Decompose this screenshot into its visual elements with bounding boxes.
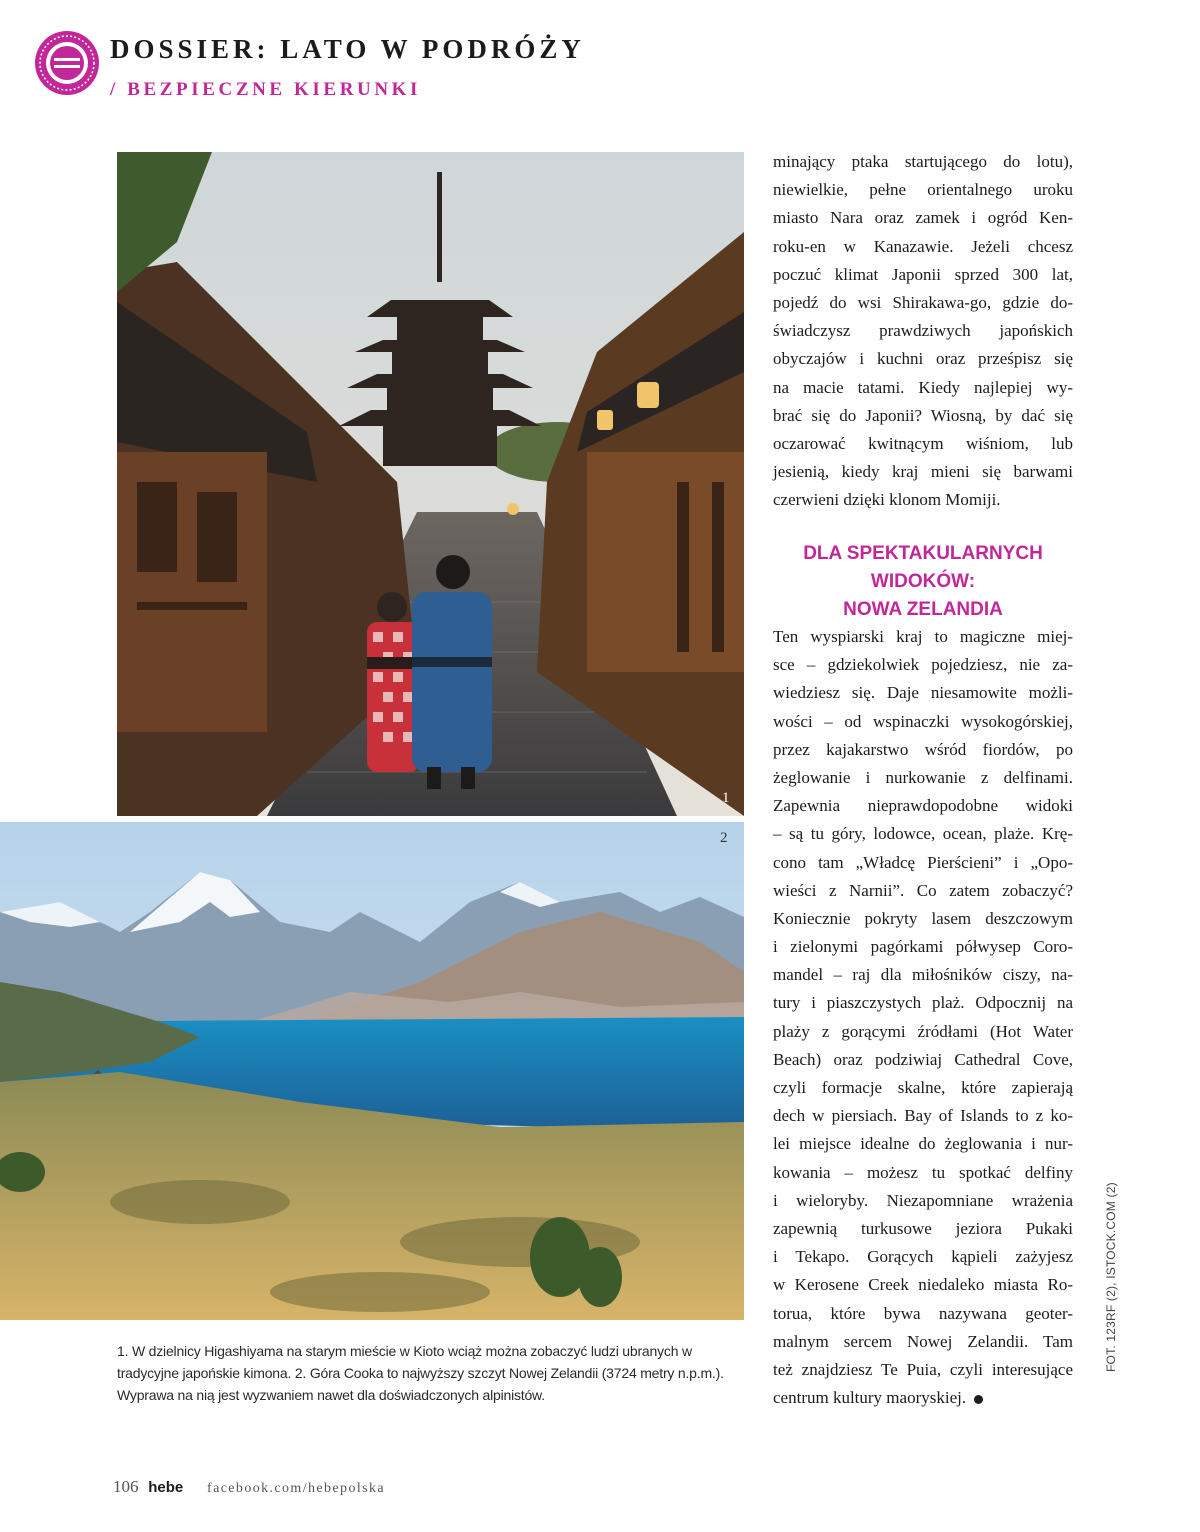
article-column-top <box>773 148 1073 514</box>
photo-caption: 1. W dzielnicy Higashiyama na starym mieście w Kioto wciąż można zobaczyć ludzi ubranych w tradycyjne japońskie kimona. 2. Góra Cooka to najwyższy szczyt Nowej Zelandii (3724 metry n.p.m.). Wyprawa na nią jest wyzwaniem nawet dla doświadczonych alpinistów. <box>117 1343 724 1403</box>
text-line: minający ptaka startującego do lotu), <box>773 152 1073 171</box>
text-line: żeglowanie i nurkowanie z delfinami. <box>773 767 1073 787</box>
section-heading-line: DLA SPEKTAKULARNYCH <box>803 543 1043 564</box>
text-line: – są tu góry, lodowce, ocean, plaże. Krę- <box>773 824 1073 844</box>
text-line: Zapewnia nieprawdopodobne widoki <box>773 796 1073 816</box>
text-line: wości – od wspinaczki wysokogórskiej, <box>773 711 1073 731</box>
text-line: na macie tatami. Kiedy najlepiej wy- <box>773 377 1073 397</box>
text-line: dech w piersiach. Bay of Islands to z ko- <box>773 1106 1073 1126</box>
page-number: 106 <box>113 1477 139 1496</box>
text-line: niewielkie, pełne orientalnego uroku <box>773 180 1073 200</box>
page-footer <box>113 1477 385 1497</box>
footer-brand: hebe <box>148 1479 184 1496</box>
text-line: też znajdziesz Te Puia, czyli interesujące <box>773 1359 1073 1379</box>
text-line: i Tekapo. Gorących kąpieli zażyjesz <box>773 1247 1073 1267</box>
dossier-subtitle: / BEZPIECZNE KIERUNKI <box>110 79 422 100</box>
photo-1-number: 1 <box>722 790 730 806</box>
text-line: Koniecznie pokryty lasem deszczowym <box>773 908 1073 928</box>
text-line: oczarować kwitnącym wiśniom, lub <box>773 433 1073 453</box>
text-line: wieści z Narnii”. Co zatem zobaczyć? <box>773 880 1073 900</box>
text-line: i zielonymi pagórkami półwysep Coro- <box>773 937 1073 957</box>
text-line: zapewnią turkusowe jeziora Pukaki <box>773 1218 1073 1238</box>
text-line: świadczysz prawdziwych japońskich <box>773 321 1073 341</box>
text-line: tury i piaszczystych plaż. Odpocznij na <box>773 993 1073 1013</box>
section-heading-line: WIDOKÓW: <box>870 571 976 592</box>
section-heading <box>773 540 1073 624</box>
text-line-last <box>773 1384 1073 1412</box>
text-line: wiedziesz się. Daje niesamowite możli- <box>773 683 1073 703</box>
text-line: torua, które bywa nazywana geoter- <box>773 1303 1073 1323</box>
text-line: malnym sercem Nowej Zelandii. Tam <box>773 1331 1073 1351</box>
text-line: plaży z gorącymi źródłami (Hot Water <box>773 1021 1073 1041</box>
text-line: czerwieni dzięki klonom Momiji. <box>773 490 1001 510</box>
text-line: jesienią, kiedy kraj mieni się barwami <box>773 462 1073 482</box>
text-line: lei miejsce idealne do żeglowania i nur- <box>773 1134 1073 1154</box>
text-line: czyli formacje skalne, które zapierają <box>773 1078 1073 1097</box>
text-line: kowania – możesz tu spotkać delfiny <box>773 1162 1073 1182</box>
text-line: cono tam „Władcę Pierścieni” i „Opo- <box>773 852 1073 872</box>
text-line: miasto Nara oraz zamek i ogród Ken- <box>773 208 1073 228</box>
text-line: poczuć klimat Japonii sprzed 300 lat, <box>773 264 1073 284</box>
text-line: pojedź do wsi Shirakawa-go, gdzie do- <box>773 292 1073 312</box>
dossier-title: DOSSIER: LATO W PODRÓŻY <box>110 34 585 64</box>
text-line: i wieloryby. Niezapomniane wrażenia <box>773 1190 1073 1210</box>
text-line: obyczajów i kuchni oraz prześpisz się <box>773 349 1073 369</box>
article-column-bottom <box>773 623 1073 1412</box>
text-line: w Kerosene Creek niedaleko miasta Ro- <box>773 1275 1073 1295</box>
end-bullet-icon <box>974 1395 983 1404</box>
text-line: brać się do Japonii? Wiosną, by dać się <box>773 405 1073 425</box>
text-line: przez kajakarstwo wśród fiordów, po <box>773 739 1073 759</box>
kyoto-higashiyama-street-photo <box>117 152 744 816</box>
photo-2-number: 2 <box>720 830 728 846</box>
text-line: mandel – raj dla miłośników ciszy, na- <box>773 965 1073 985</box>
photo-credit: FOT. 123RF (2), ISTOCK.COM (2) <box>1104 1182 1118 1372</box>
text-line: sce – gdziekolwiek pojedziesz, nie za- <box>773 655 1073 675</box>
facebook-link[interactable]: facebook.com/hebepolska <box>207 1481 385 1496</box>
hebe-stamp-logo-icon <box>34 30 100 96</box>
text-line-last-content: centrum kultury maoryskiej. <box>773 1388 967 1408</box>
text-line: Ten wyspiarski kraj to magiczne miej- <box>773 627 1073 646</box>
text-line: Beach) oraz podziwiaj Cathedral Cove, <box>773 1049 1073 1069</box>
section-heading-line: NOWA ZELANDIA <box>843 599 1003 620</box>
text-line: roku-en w Kanazawie. Jeżeli chcesz <box>773 236 1073 256</box>
mount-cook-lake-pukaki-photo <box>0 822 744 1320</box>
